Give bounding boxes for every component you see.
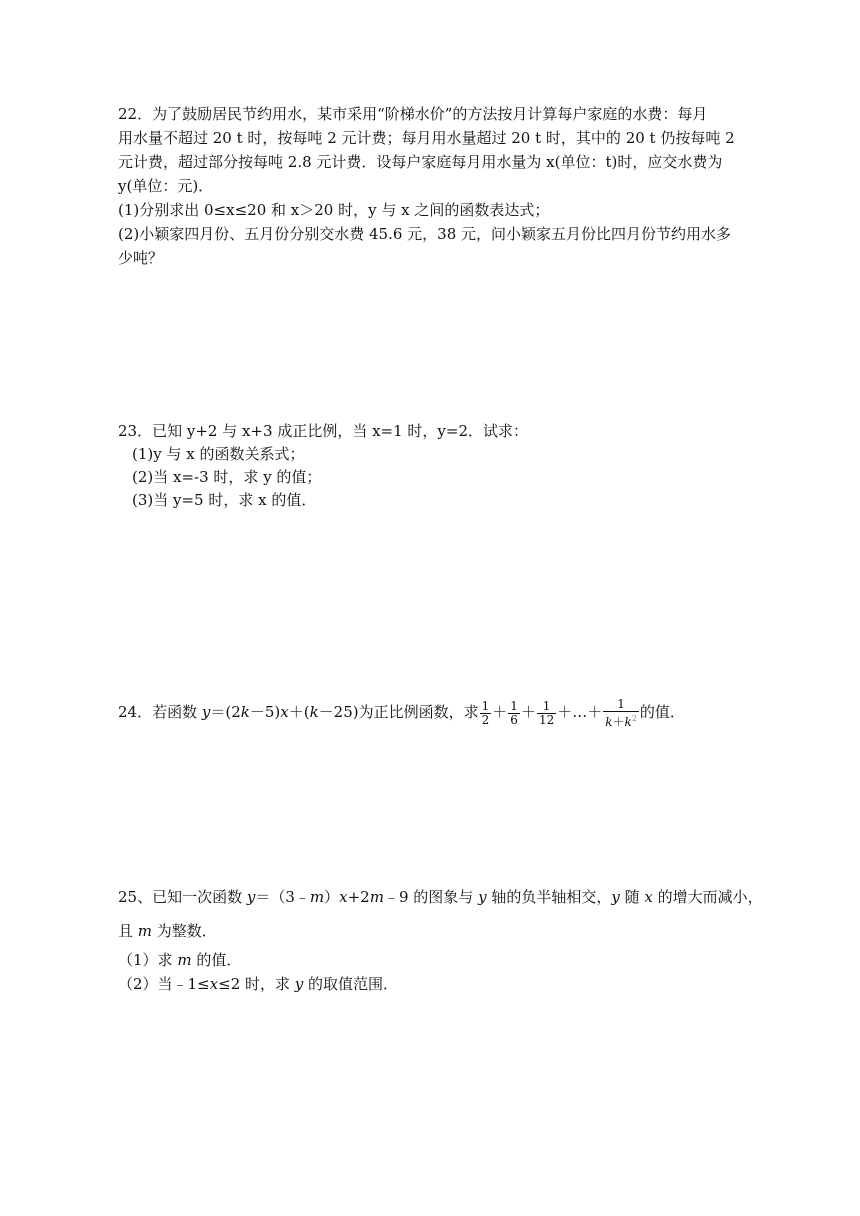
q25-var-y: y — [478, 888, 487, 906]
q24-var-k-2: k — [309, 703, 319, 721]
question-23-part-3: (3)当 y=5 时，求 x 的值． — [132, 491, 317, 509]
q25-text: ） — [324, 888, 340, 906]
fraction-1-6 — [508, 700, 520, 727]
q24-var-x: x — [280, 703, 289, 721]
q25-var-y: y — [294, 975, 304, 993]
question-23-part-2: (2)当 x=-3 时，求 y 的值； — [132, 468, 322, 486]
question-22-line-2: 用水量不超过 20 t 时，按每吨 2 元计费；每月用水量超过 20 t 时，其中的 20 t 仍按每吨 2 — [118, 129, 735, 147]
question-22-line-1: 22．为了鼓励居民节约用水，某市采用“阶梯水价”的方法按月计算每户家庭的水费：每月 — [118, 105, 708, 123]
fraction-1-2 — [480, 700, 492, 727]
q25-var-m: m — [369, 888, 384, 906]
q24-eq-3: ＋( — [288, 703, 310, 721]
q25-text: +2 — [347, 888, 370, 906]
q24-eq-4: －25)为正比例函数，求 — [318, 703, 479, 721]
fraction-denominator: 6 — [510, 712, 518, 727]
question-22-part-1: (1)分别求出 0≤x≤20 和 x＞20 时，y 与 x 之间的函数表达式； — [118, 201, 550, 219]
question-25-line-1 — [118, 880, 763, 914]
q25-text: （2）当﹣1≤ — [118, 975, 210, 993]
q25-text: 的取值范围． — [303, 975, 399, 993]
question-23-part-1: (1)y 与 x 的函数关系式； — [132, 445, 305, 463]
q25-var-x: x — [644, 888, 653, 906]
question-25-part-2 — [118, 972, 740, 996]
q25-text: 的增大而减小， — [652, 888, 763, 906]
q24-var-y: y — [201, 703, 211, 721]
den-exponent: 2 — [631, 713, 637, 723]
question-24 — [118, 692, 740, 732]
q24-suffix: 的值． — [639, 703, 685, 721]
q24-prefix: 24．若函数 — [118, 703, 202, 721]
q24-eq-2: －5) — [249, 703, 281, 721]
fraction-denominator: 12 — [538, 712, 555, 727]
q25-var-x: x — [339, 888, 348, 906]
question-25-part-1 — [118, 948, 740, 972]
q25-text: 的值． — [191, 951, 242, 969]
question-25-line-2 — [118, 914, 740, 948]
q24-eq-1: ＝(2 — [210, 703, 241, 721]
question-24-line — [118, 692, 740, 732]
q25-text: ＝（3﹣ — [255, 888, 310, 906]
question-22-part-2-cont: 少吨？ — [118, 249, 164, 267]
den-var-k: k — [605, 714, 613, 729]
q25-text: ≤2 时，求 — [218, 975, 295, 993]
q25-var-x: x — [209, 975, 219, 993]
q25-text: 且 — [118, 922, 138, 940]
fraction-numerator: 1 — [537, 700, 556, 714]
q25-text: （1）求 — [118, 951, 178, 969]
plus-sign: ＋ — [520, 703, 536, 721]
question-22-line-3: 元计费，超过部分按每吨 2.8 元计费．设每户家庭每月用水量为 x(单位：t)时，应交水费为 — [118, 153, 723, 171]
fraction-1-12 — [537, 700, 556, 727]
den-plus: ＋ — [612, 714, 625, 729]
q25-text: 轴的负半轴相交， — [486, 888, 612, 906]
question-23 — [118, 420, 740, 512]
q25-text: 随 — [619, 888, 645, 906]
fraction-denominator: 2 — [481, 712, 490, 727]
fraction-denominator — [603, 712, 639, 729]
q25-var-y: y — [246, 888, 256, 906]
q25-var-y: y — [611, 888, 620, 906]
ellipsis-sum: ＋…＋ — [557, 703, 603, 721]
q25-text: ﹣9 的图象与 — [383, 888, 479, 906]
question-25 — [118, 880, 763, 996]
question-23-stem: 23．已知 y+2 与 x+3 成正比例，当 x=1 时，y=2．试求： — [118, 422, 529, 440]
question-22 — [118, 102, 740, 270]
q25-var-m: m — [177, 951, 192, 969]
question-22-line-4: y(单位：元)． — [118, 177, 214, 195]
q25-var-m: m — [137, 922, 153, 940]
fraction-numerator: 1 — [510, 698, 518, 713]
q25-var-m: m — [309, 888, 325, 906]
den-var-k-2: k — [624, 714, 632, 729]
q24-var-k: k — [240, 703, 250, 721]
question-22-part-2: (2)小颖家四月份、五月份分别交水费 45.6 元，38 元，问小颖家五月份比四月份节约用水多 — [118, 225, 732, 243]
fraction-numerator: 1 — [481, 698, 490, 713]
fraction-general-term — [603, 698, 639, 729]
q25-text: 为整数． — [152, 922, 217, 940]
plus-sign: ＋ — [492, 703, 508, 721]
q25-text: 25、已知一次函数 — [118, 888, 247, 906]
fraction-numerator: 1 — [603, 698, 639, 712]
